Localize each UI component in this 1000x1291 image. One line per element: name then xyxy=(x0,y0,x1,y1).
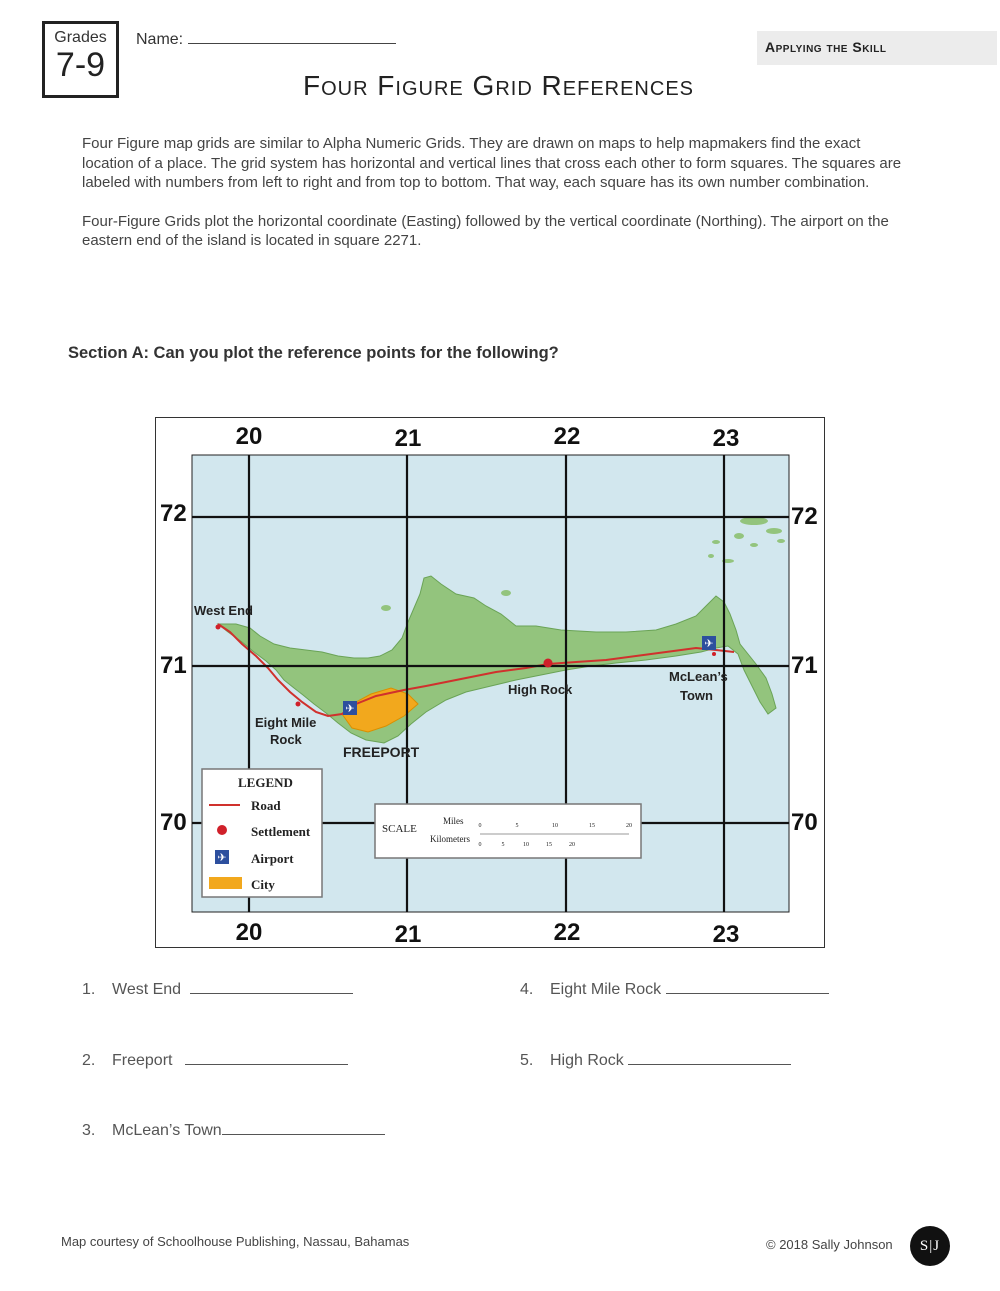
question-4 xyxy=(520,980,829,999)
label-west-end: West End xyxy=(194,603,253,618)
easting-bottom-21: 21 xyxy=(394,921,422,948)
question-2-number: 2. xyxy=(82,1052,96,1069)
answer-1-blank[interactable] xyxy=(190,980,353,994)
page-title xyxy=(0,70,1000,102)
section-a-heading: Section A: Can you plot the reference points for the following? xyxy=(68,344,559,362)
answer-4-blank[interactable] xyxy=(666,980,829,994)
question-2 xyxy=(82,1051,348,1070)
question-1 xyxy=(82,980,353,999)
label-mcleans: McLean’s xyxy=(669,669,728,684)
label-eight-mile: Eight Mile xyxy=(255,715,317,730)
northing-left-71: 71 xyxy=(160,652,187,679)
easting-bottom-22: 22 xyxy=(553,919,581,946)
settlement-mcleans-town xyxy=(712,652,716,656)
scale-km-0: 0 xyxy=(478,842,482,848)
legend-title: LEGEND xyxy=(238,775,293,790)
legend-airport-label: Airport xyxy=(251,851,294,866)
copyright: © 2018 Sally Johnson xyxy=(766,1237,893,1252)
question-4-number: 4. xyxy=(520,981,534,998)
scale-label: SCALE xyxy=(382,823,417,835)
question-4-label: Eight Mile Rock xyxy=(550,981,662,998)
question-1-number: 1. xyxy=(82,981,96,998)
scale-mile-10: 10 xyxy=(552,823,558,829)
legend-city-label: City xyxy=(251,877,275,892)
grid-map xyxy=(155,417,825,948)
intro-paragraph-1: Four Figure map grids are similar to Alpha Numeric Grids. They are drawn on maps to help mapmakers find the exact location of a place. The grid system has horizontal and vertical lines that cross each other to form squares. The squares are labeled with numbers from left to right and from top to bottom. That way, each square has its own number combination. xyxy=(82,135,902,191)
name-field[interactable] xyxy=(136,30,396,49)
label-freeport: FREEPORT xyxy=(343,744,420,760)
settlement-high-rock xyxy=(544,659,553,668)
intro-text xyxy=(82,134,914,270)
scale-miles-label: Miles xyxy=(443,816,464,826)
scale-km-label: Kilometers xyxy=(430,834,470,844)
question-2-label: Freeport xyxy=(112,1052,173,1069)
legend-road-label: Road xyxy=(251,798,281,813)
scale-km-15: 15 xyxy=(546,842,552,848)
airport-freeport-icon xyxy=(343,701,357,715)
name-label: Name: xyxy=(136,31,184,48)
scale-mile-20: 20 xyxy=(626,823,632,829)
scale-mile-0: 0 xyxy=(478,823,482,829)
scale-mile-5: 5 xyxy=(515,823,519,829)
question-3 xyxy=(82,1121,385,1140)
northing-right-71: 71 xyxy=(791,652,818,679)
scale-km-20: 20 xyxy=(569,842,575,848)
map-svg xyxy=(156,418,826,949)
grades-label: Grades xyxy=(54,29,107,46)
legend-airport-glyph: ✈ xyxy=(217,851,227,864)
northing-right-72: 72 xyxy=(791,503,818,530)
map-credit: Map courtesy of Schoolhouse Publishing, Nassau, Bahamas xyxy=(61,1234,410,1249)
legend-settlement-swatch xyxy=(217,825,227,835)
easting-bottom-20: 20 xyxy=(235,919,263,946)
easting-bottom-23: 23 xyxy=(712,921,740,948)
svg-text:✈: ✈ xyxy=(704,637,714,650)
easting-top-23: 23 xyxy=(712,425,740,452)
publisher-logo: S|J xyxy=(910,1226,950,1266)
grades-value: 7-9 xyxy=(55,46,106,84)
svg-text:✈: ✈ xyxy=(345,702,355,715)
scale-km-5: 5 xyxy=(501,842,505,848)
question-5 xyxy=(520,1051,791,1070)
name-blank[interactable] xyxy=(188,30,396,44)
airport-east-icon xyxy=(702,636,716,650)
northing-left-72: 72 xyxy=(160,500,187,527)
easting-top-20: 20 xyxy=(235,423,263,450)
easting-top-22: 22 xyxy=(553,423,581,450)
settlement-west-end xyxy=(216,625,221,630)
skill-tag: Applying the Skill xyxy=(757,31,997,65)
northing-left-70: 70 xyxy=(160,809,187,836)
question-5-label: High Rock xyxy=(550,1052,624,1069)
map-legend xyxy=(202,769,322,897)
page-title-text: Four Figure Grid References xyxy=(302,70,695,101)
answer-2-blank[interactable] xyxy=(185,1051,348,1065)
legend-city-swatch xyxy=(209,877,242,889)
question-5-number: 5. xyxy=(520,1052,534,1069)
answer-5-blank[interactable] xyxy=(628,1051,791,1065)
map-scale xyxy=(375,804,641,858)
easting-top-21: 21 xyxy=(394,425,422,452)
northing-right-70: 70 xyxy=(791,809,818,836)
intro-paragraph-2: Four-Figure Grids plot the horizontal coordinate (Easting) followed by the vertical coordinate (Northing). The airport on the eastern end of the island is located in square 2271. xyxy=(82,212,889,249)
label-eight-mile-rock: Rock xyxy=(270,732,302,747)
answer-3-blank[interactable] xyxy=(222,1121,385,1135)
legend-settlement-label: Settlement xyxy=(251,824,311,839)
question-3-label: McLean’s Town xyxy=(112,1122,222,1139)
question-3-number: 3. xyxy=(82,1122,96,1139)
scale-km-10: 10 xyxy=(523,842,529,848)
scale-mile-15: 15 xyxy=(589,823,595,829)
question-1-label: West End xyxy=(112,981,182,998)
label-mcleans-town: Town xyxy=(680,688,713,703)
settlement-eight-mile-rock xyxy=(296,702,301,707)
label-high-rock: High Rock xyxy=(508,682,573,697)
